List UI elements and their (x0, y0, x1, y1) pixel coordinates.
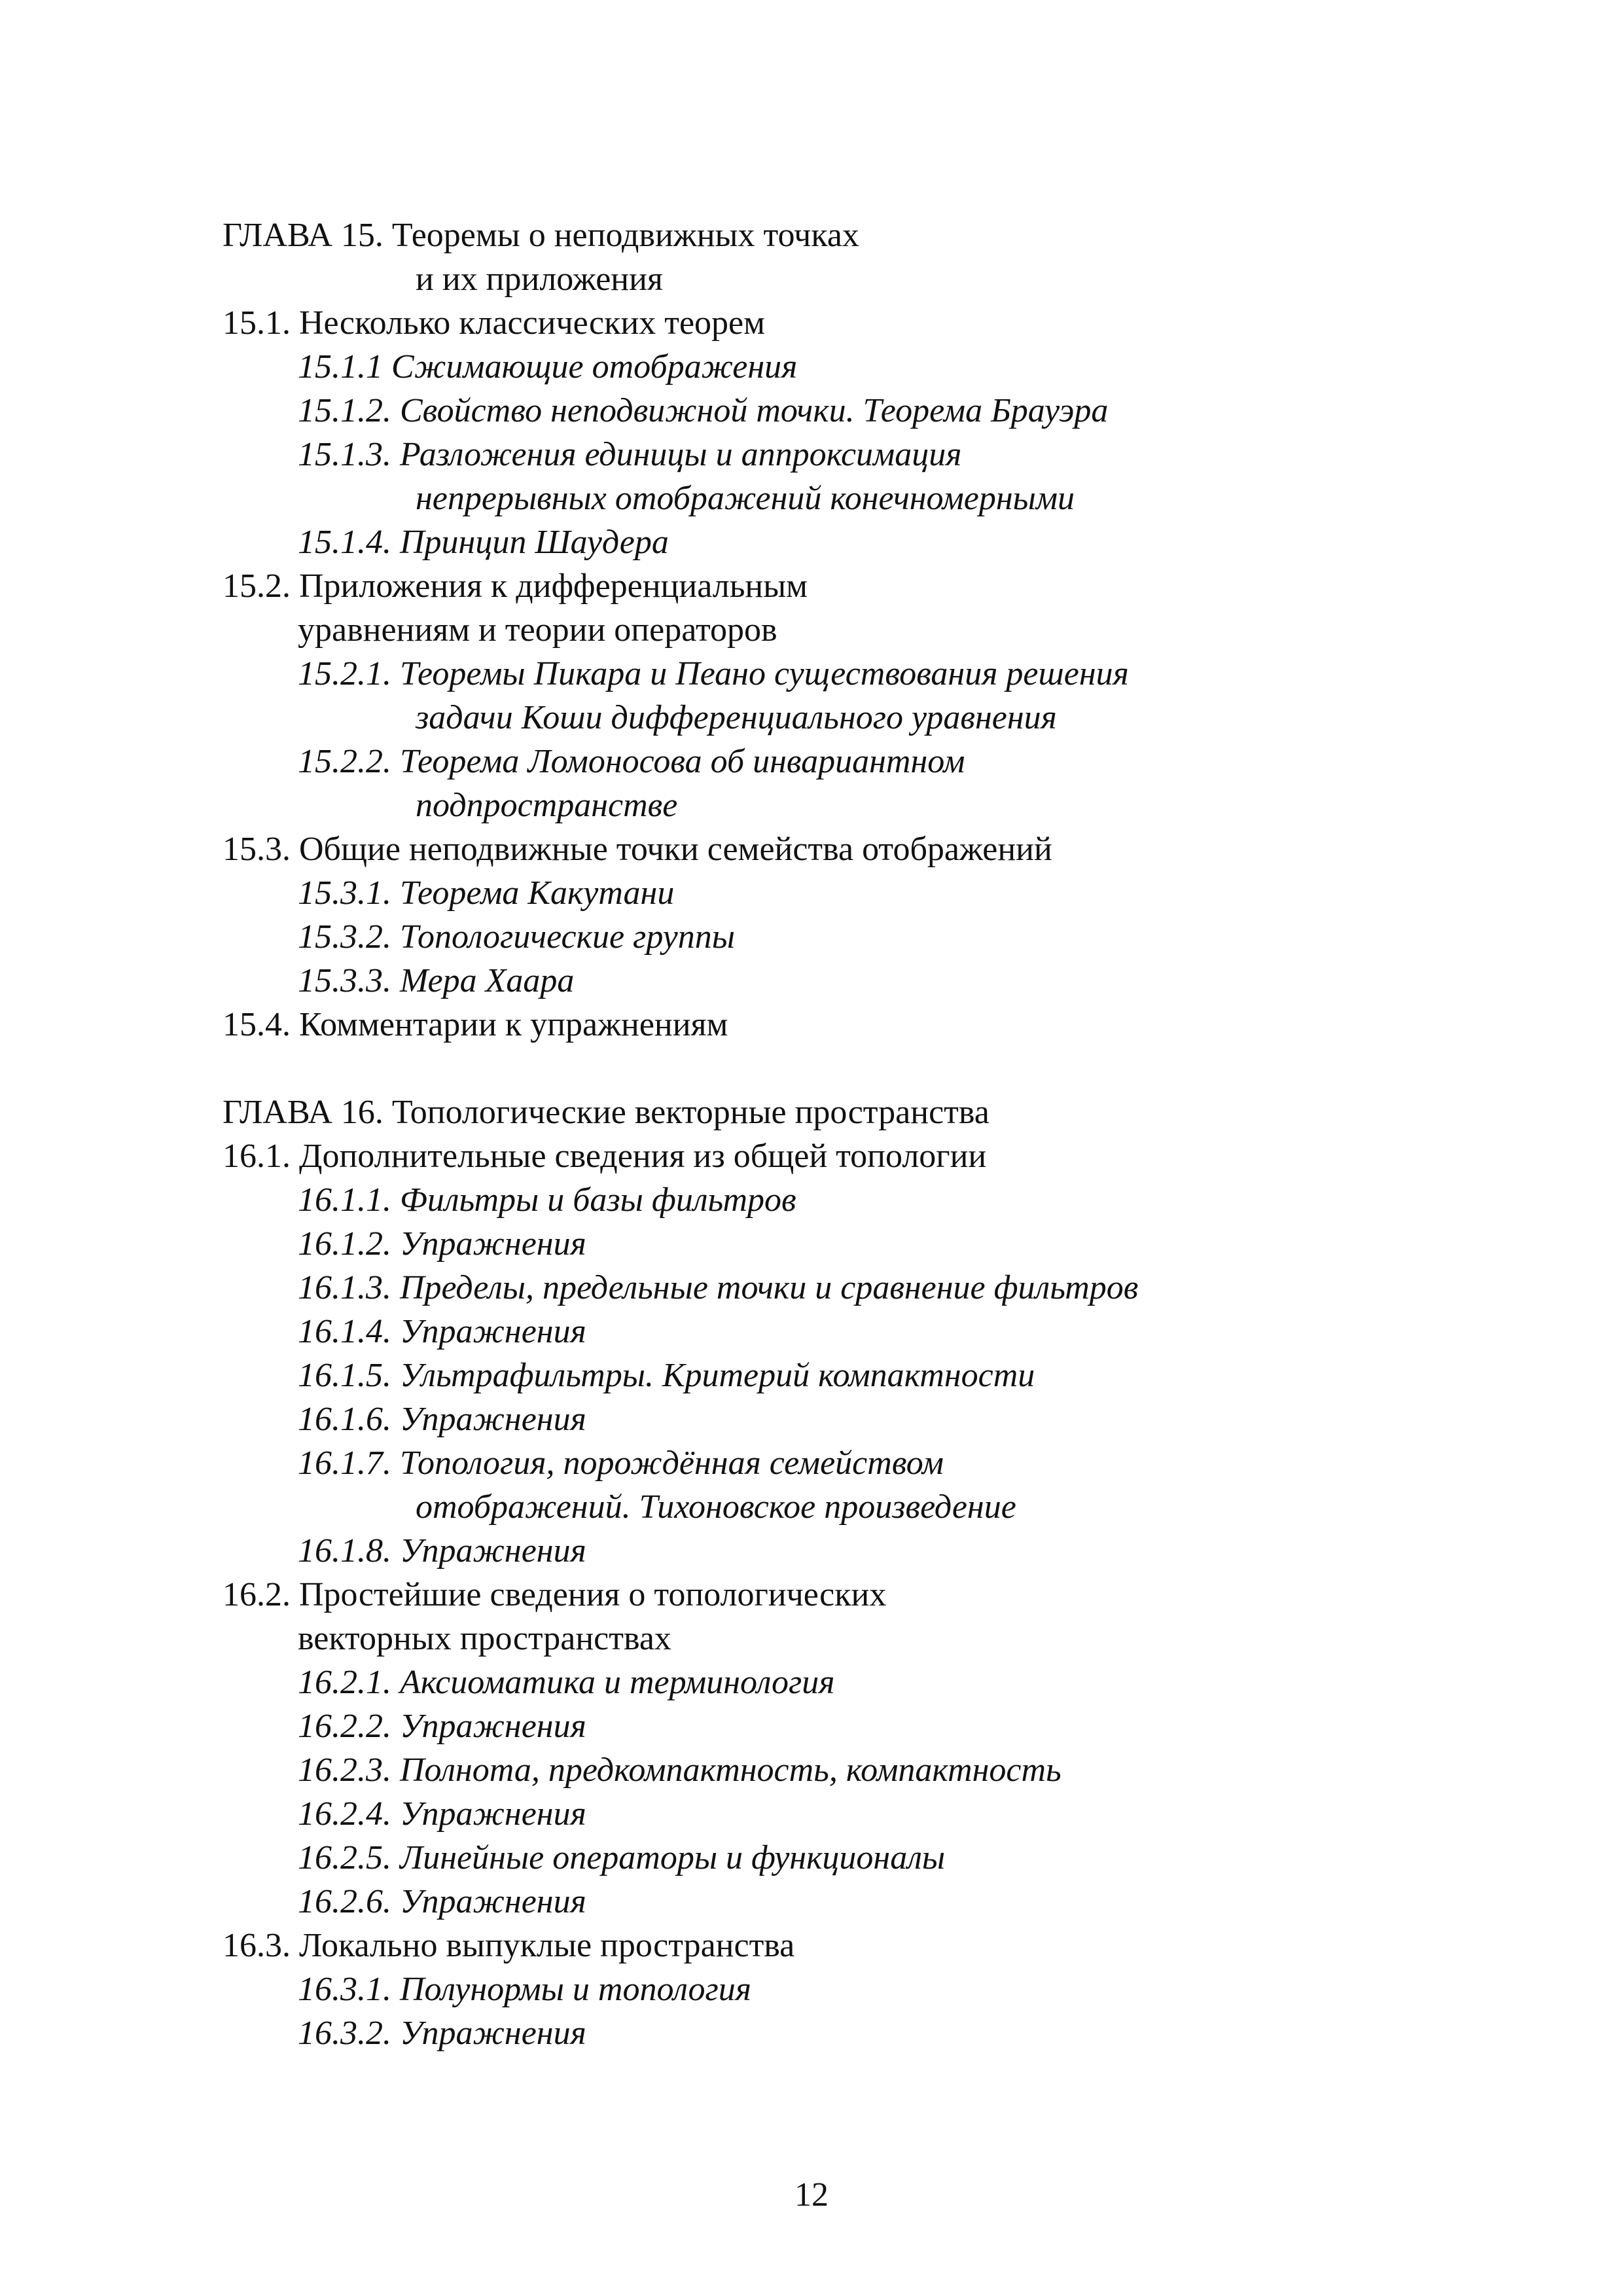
toc-entry-15-1-4: 15.1.4. Принцип Шаудера (298, 524, 669, 561)
toc-entry-15-1-3: 15.1.3. Разложения единицы и аппроксимация (298, 436, 962, 473)
toc-entry-15-3-1: 15.3.1. Теорема Какутани (298, 874, 675, 912)
toc-entry-15-2: 15.2. Приложения к дифференциальным (223, 567, 808, 605)
toc-entry-16-2-2: 16.2.2. Упражнения (298, 1708, 586, 1745)
toc-entry-15-2-cont: уравнениям и теории операторов (298, 611, 777, 649)
toc-entry-15-1: 15.1. Несколько классических теорем (223, 304, 766, 342)
toc-entry-16-1-1: 16.1.1. Фильтры и базы фильтров (298, 1181, 796, 1219)
toc-entry-16-1-4: 16.1.4. Упражнения (298, 1313, 586, 1350)
toc-entry-16-1-7-cont: отображений. Тихоновское произведение (416, 1488, 1016, 1526)
toc-entry-15-1-3-cont: непрерывных отображений конечномерными (416, 480, 1075, 517)
toc-entry-15-2-2: 15.2.2. Теорема Ломоносова об инвариантном (298, 743, 965, 780)
toc-entry-16-1-8: 16.1.8. Упражнения (298, 1532, 586, 1570)
toc-entry-16-1-6: 16.1.6. Упражнения (298, 1401, 586, 1438)
toc-entry-15-2-1: 15.2.1. Теоремы Пикара и Пеано существования решения (298, 655, 1129, 692)
toc-entry-16-1-3: 16.1.3. Пределы, предельные точки и сравнение фильтров (298, 1269, 1139, 1306)
toc-entry-15-3-2: 15.3.2. Топологические группы (298, 918, 735, 956)
chapter-16-title: ГЛАВА 16. Топологические векторные пространства (223, 1094, 990, 1131)
toc-entry-15-3-3: 15.3.3. Мера Хаара (298, 962, 575, 999)
toc-entry-15-1-2: 15.1.2. Свойство неподвижной точки. Теорема Брауэра (298, 392, 1109, 429)
toc-entry-15-3: 15.3. Общие неподвижные точки семейства отображений (223, 831, 1052, 868)
page-number: 12 (794, 2176, 829, 2214)
toc-entry-16-2-3: 16.2.3. Полнота, предкомпактность, компактность (298, 1751, 1061, 1789)
toc-entry-16-3: 16.3. Локально выпуклые пространства (223, 1927, 795, 1964)
toc-entry-16-2-1: 16.2.1. Аксиоматика и терминология (298, 1664, 835, 1701)
toc-entry-16-1-2: 16.1.2. Упражнения (298, 1225, 586, 1263)
chapter-15-title-cont: и их приложения (416, 260, 663, 298)
toc-entry-15-2-1-cont: задачи Коши дифференциального уравнения (416, 699, 1057, 736)
toc-entry-16-1-5: 16.1.5. Ультрафильтры. Критерий компактности (298, 1357, 1035, 1394)
toc-entry-16-2-cont: векторных пространствах (298, 1620, 671, 1657)
toc-entry-15-1-1: 15.1.1 Сжимающие отображения (298, 348, 798, 386)
toc-entry-16-2: 16.2. Простейшие сведения о топологических (223, 1576, 887, 1613)
toc-entry-15-2-2-cont: подпространстве (416, 787, 678, 824)
chapter-15-title: ГЛАВА 15. Теоремы о неподвижных точках (223, 217, 859, 254)
toc-entry-16-1-7: 16.1.7. Топология, порождённая семейством (298, 1444, 944, 1482)
toc-entry-16-2-6: 16.2.6. Упражнения (298, 1883, 586, 1920)
toc-entry-15-4: 15.4. Комментарии к упражнениям (223, 1006, 728, 1043)
toc-entry-16-3-1: 16.3.1. Полунормы и топология (298, 1971, 751, 2008)
toc-entry-16-3-2: 16.3.2. Упражнения (298, 2015, 586, 2052)
toc-entry-16-2-4: 16.2.4. Упражнения (298, 1795, 586, 1833)
toc-entry-16-2-5: 16.2.5. Линейные операторы и функционалы (298, 1839, 946, 1876)
toc-entry-16-1: 16.1. Дополнительные сведения из общей топологии (223, 1138, 987, 1175)
